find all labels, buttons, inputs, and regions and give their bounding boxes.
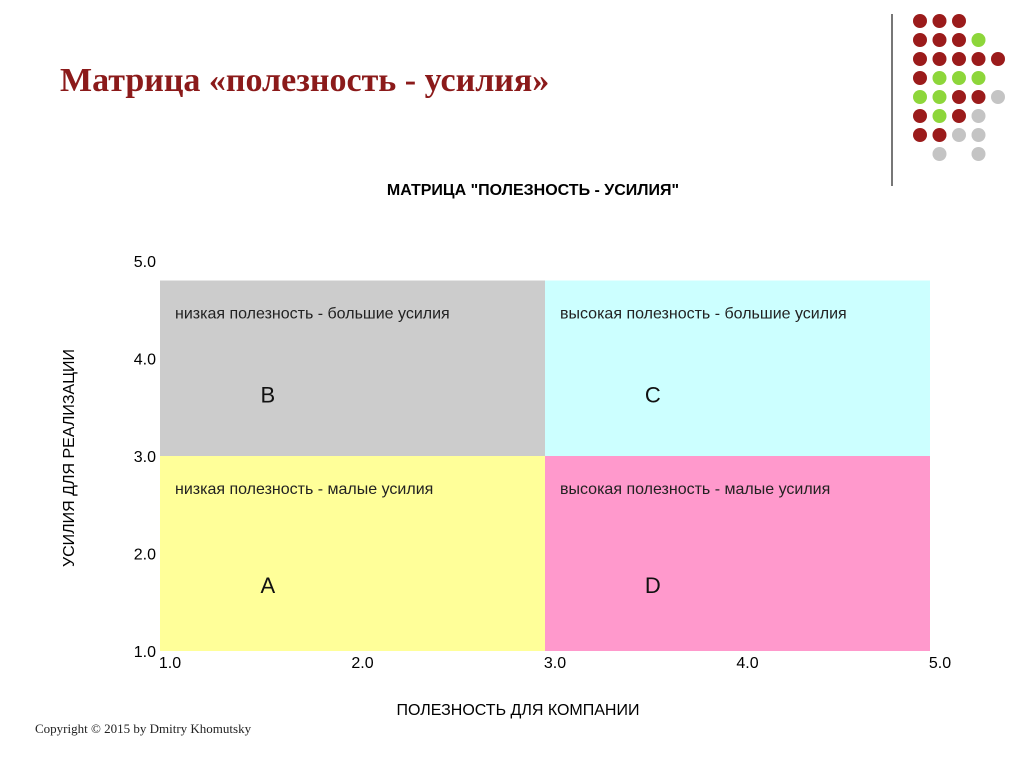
- quadrant-label-b: низкая полезность - большие усилия: [175, 305, 450, 323]
- y-tick-label: 5.0: [133, 254, 156, 271]
- y-tick-label: 4.0: [133, 351, 156, 369]
- quadrant-letter-c: C: [644, 382, 661, 408]
- quadrant-letter-a: A: [260, 573, 276, 599]
- quadrant-label-a: низкая полезность - малые усилия: [175, 481, 434, 498]
- y-axis-label: УСИЛИЯ ДЛЯ РЕАЛИЗАЦИИ: [61, 348, 78, 568]
- x-axis-label: ПОЛЕЗНОСТЬ ДЛЯ КОМПАНИИ: [396, 702, 640, 719]
- y-tick-label: 2.0: [133, 546, 156, 564]
- quadrant-group: [160, 281, 930, 652]
- x-tick-label: 5.0: [928, 655, 952, 672]
- chart-title: МАТРИЦА "ПОЛЕЗНОСТЬ - УСИЛИЯ": [386, 182, 680, 199]
- x-axis-ticks: [159, 655, 951, 672]
- quadrant-label-c: высокая полезность - большие усилия: [560, 305, 847, 323]
- x-tick-label: 1.0: [158, 655, 182, 672]
- copyright-text: Copyright © 2015 by Dmitry Khomutsky: [35, 721, 252, 736]
- quadrant-letter-d: D: [644, 573, 661, 599]
- y-axis-ticks: [134, 254, 156, 661]
- y-tick-label: 1.0: [133, 644, 156, 661]
- x-tick-label: 4.0: [736, 655, 759, 672]
- quadrant-letter-b: B: [260, 382, 276, 408]
- slide-title: Матрица «полезность - усилия»: [60, 62, 550, 99]
- x-tick-label: 2.0: [351, 655, 374, 672]
- x-tick-label: 3.0: [543, 655, 567, 672]
- quadrant-label-d: высокая полезность - малые усилия: [560, 481, 831, 498]
- y-tick-label: 3.0: [133, 449, 156, 466]
